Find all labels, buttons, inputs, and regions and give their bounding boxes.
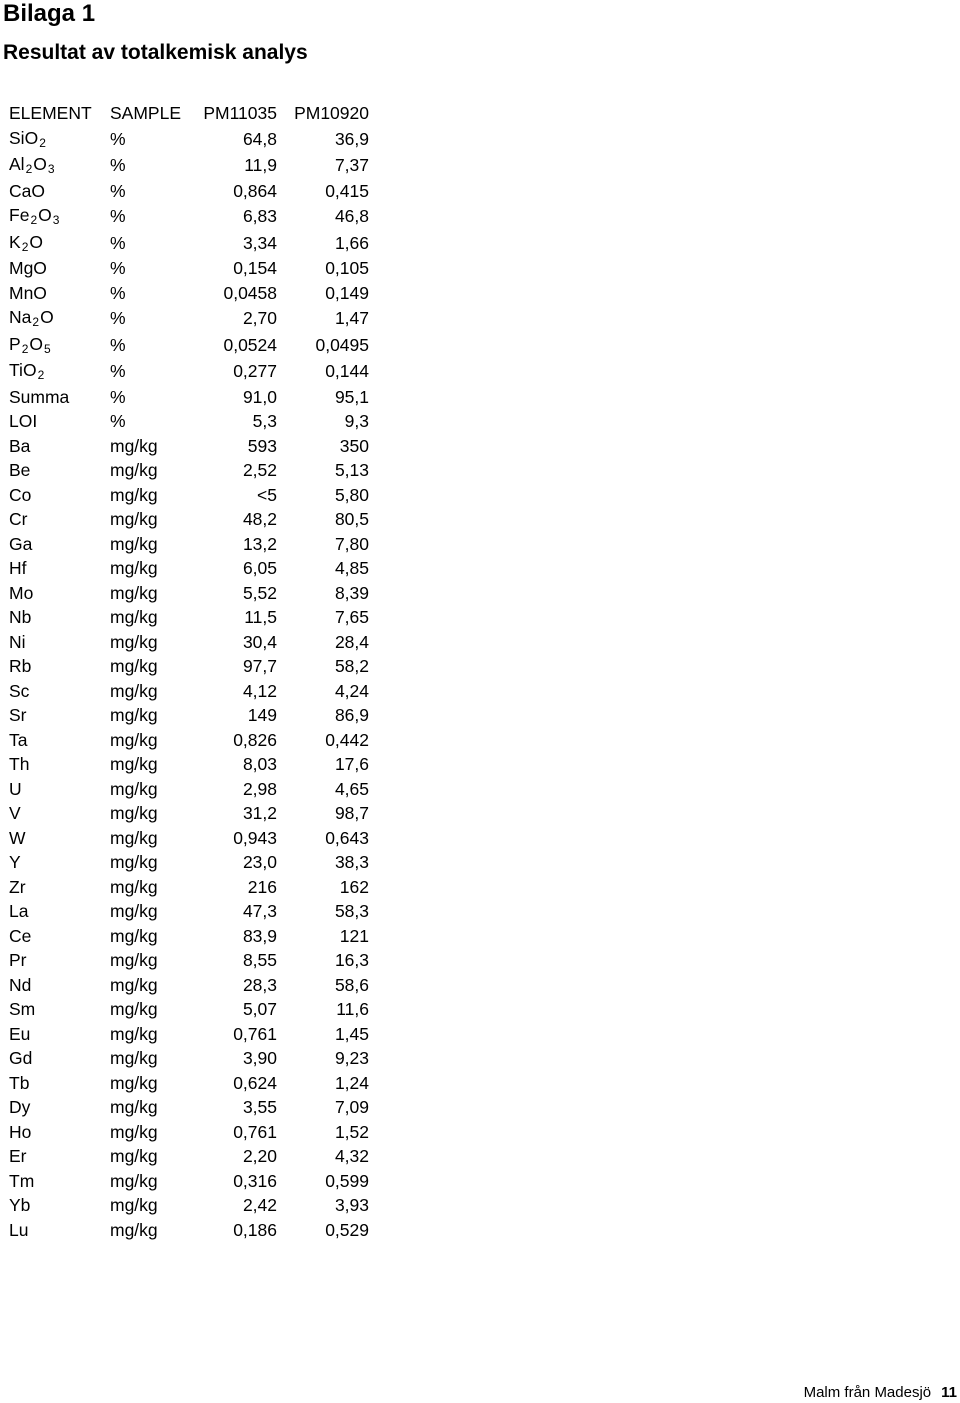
pm11035-value: 6,83 xyxy=(242,206,277,226)
element-cell xyxy=(9,1046,110,1071)
element-symbol: K xyxy=(9,231,21,252)
table-row xyxy=(9,752,369,777)
pm10920-value: 4,85 xyxy=(334,558,369,578)
unit-cell: % xyxy=(110,308,126,328)
pm10920-value: 28,4 xyxy=(334,631,369,652)
table-row xyxy=(9,230,369,257)
element-cell xyxy=(9,973,110,998)
element-cell xyxy=(9,179,110,204)
unit-cell: % xyxy=(110,282,126,303)
unit-cell: % xyxy=(110,386,126,407)
header-pm11035: PM11035 xyxy=(203,103,277,123)
pm11035-value: 11,5 xyxy=(244,607,277,627)
element-cell xyxy=(9,1218,110,1243)
pm10920-value: 0,144 xyxy=(325,361,369,381)
unit-cell: mg/kg xyxy=(110,974,158,995)
table-row xyxy=(9,434,369,459)
pm10920-value: 38,3 xyxy=(334,852,369,872)
element-symbol: Sm xyxy=(9,999,36,1019)
header-element: ELEMENT xyxy=(9,103,92,123)
element-cell xyxy=(9,777,110,802)
element-symbol: Zr xyxy=(9,876,26,897)
element-symbol: Al xyxy=(9,154,25,174)
element-cell xyxy=(9,305,110,332)
unit-cell: mg/kg xyxy=(110,558,158,578)
pm11035-value: 149 xyxy=(247,705,277,725)
pm11035-value: 30,4 xyxy=(242,631,277,652)
element-cell xyxy=(9,630,110,655)
element-symbol: Ta xyxy=(9,729,28,750)
pm11035-value: 5,3 xyxy=(252,411,277,431)
element-symbol: Yb xyxy=(9,1195,31,1215)
pm10920-value: 36,9 xyxy=(334,128,369,149)
pm10920-value: 350 xyxy=(339,435,369,456)
element-symbol: Tb xyxy=(9,1072,30,1093)
element-symbol: Mo xyxy=(9,582,34,603)
pm10920-value: 1,47 xyxy=(334,308,369,328)
pm10920-value: 1,24 xyxy=(334,1072,369,1093)
element-symbol: Dy xyxy=(9,1097,31,1117)
unit-cell: mg/kg xyxy=(110,1121,158,1142)
pm11035-value: 47,3 xyxy=(242,901,277,921)
pm10920-value: 4,65 xyxy=(334,778,369,799)
element-cell xyxy=(9,801,110,826)
unit-cell: mg/kg xyxy=(110,852,158,872)
pm11035-value: 2,42 xyxy=(242,1195,277,1215)
element-symbol: Lu xyxy=(9,1219,29,1240)
pm10920-value: 7,37 xyxy=(334,155,369,175)
element-cell xyxy=(9,752,110,777)
table-row xyxy=(9,899,369,924)
pm10920-value: 121 xyxy=(339,925,369,946)
element-subscript: 3 xyxy=(52,213,60,227)
element-symbol: U xyxy=(9,778,22,799)
unit-cell: mg/kg xyxy=(110,950,158,970)
element-cell xyxy=(9,434,110,459)
element-symbol: Summa xyxy=(9,386,70,407)
element-subscript: 5 xyxy=(44,341,51,356)
unit-cell: % xyxy=(110,206,126,226)
table-row xyxy=(9,948,369,973)
pm10920-value: 3,93 xyxy=(334,1195,369,1215)
element-cell xyxy=(9,924,110,949)
table-body xyxy=(9,126,369,1243)
unit-cell: mg/kg xyxy=(110,509,158,529)
table-row xyxy=(9,875,369,900)
element-symbol: Ho xyxy=(9,1121,32,1142)
table-row xyxy=(9,358,369,385)
element-symbol: Eu xyxy=(9,1023,31,1044)
pm11035-value: 31,2 xyxy=(242,803,277,823)
element-symbol: O xyxy=(40,307,54,327)
element-symbol: O xyxy=(33,154,47,174)
unit-cell: mg/kg xyxy=(110,460,158,480)
element-symbol: La xyxy=(9,901,29,921)
unit-cell: mg/kg xyxy=(110,631,158,652)
pm11035-value: 4,12 xyxy=(242,680,277,701)
pm10920-value: 58,3 xyxy=(334,901,369,921)
pm10920-value: 0,442 xyxy=(325,729,369,750)
unit-cell: mg/kg xyxy=(110,680,158,701)
unit-cell: mg/kg xyxy=(110,827,158,848)
pm10920-value: 0,529 xyxy=(325,1219,369,1240)
table-row xyxy=(9,256,369,281)
pm11035-value: 83,9 xyxy=(242,925,277,946)
unit-cell: mg/kg xyxy=(110,656,158,676)
element-symbol: Ce xyxy=(9,925,32,946)
element-symbol: LOI xyxy=(9,411,38,431)
element-cell xyxy=(9,1120,110,1145)
element-symbol: Sc xyxy=(9,680,30,701)
element-symbol: O xyxy=(38,205,52,225)
element-symbol: Sr xyxy=(9,705,27,725)
element-subscript: 2 xyxy=(30,213,38,227)
pm10920-value: 58,2 xyxy=(334,656,369,676)
table-row xyxy=(9,179,369,204)
table-row xyxy=(9,728,369,753)
table-row xyxy=(9,1193,369,1218)
element-symbol: Fe xyxy=(9,205,30,225)
pm10920-value: 7,80 xyxy=(334,533,369,554)
element-cell xyxy=(9,1169,110,1194)
table-row xyxy=(9,1022,369,1047)
pm10920-value: 7,09 xyxy=(334,1097,369,1117)
unit-cell: mg/kg xyxy=(110,1072,158,1093)
pm11035-value: 13,2 xyxy=(242,533,277,554)
table-row xyxy=(9,1071,369,1096)
table-row xyxy=(9,507,369,532)
table-row xyxy=(9,126,369,153)
element-cell xyxy=(9,358,110,385)
unit-cell: mg/kg xyxy=(110,484,158,505)
pm10920-value: 58,6 xyxy=(334,974,369,995)
element-symbol: Nb xyxy=(9,607,32,627)
pm11035-value: 5,52 xyxy=(242,582,277,603)
pm10920-value: 8,39 xyxy=(334,582,369,603)
element-symbol: Co xyxy=(9,484,32,505)
table-row xyxy=(9,152,369,179)
element-cell xyxy=(9,679,110,704)
table-row xyxy=(9,556,369,581)
element-subscript: 3 xyxy=(47,162,55,176)
table-row xyxy=(9,777,369,802)
pm11035-value: 64,8 xyxy=(242,128,277,149)
table-row xyxy=(9,385,369,410)
pm10920-value: 9,23 xyxy=(334,1048,369,1068)
element-symbol: Na xyxy=(9,307,32,327)
table-row xyxy=(9,458,369,483)
pm11035-value: 0,864 xyxy=(233,180,277,201)
pm10920-value: 0,599 xyxy=(325,1170,369,1191)
pm10920-value: 17,6 xyxy=(334,754,369,774)
unit-cell: mg/kg xyxy=(110,1219,158,1240)
results-table xyxy=(9,101,369,1242)
element-cell xyxy=(9,1071,110,1096)
element-symbol: CaO xyxy=(9,180,45,201)
element-symbol: MnO xyxy=(9,282,47,303)
unit-cell: mg/kg xyxy=(110,803,158,823)
element-cell xyxy=(9,1193,110,1218)
pm11035-value: 0,316 xyxy=(233,1170,277,1191)
table-header-row xyxy=(9,101,369,126)
element-symbol: Rb xyxy=(9,656,32,676)
element-symbol: MgO xyxy=(9,258,47,278)
table-row xyxy=(9,409,369,434)
table-row xyxy=(9,305,369,332)
pm11035-value: 0,761 xyxy=(233,1023,277,1044)
unit-cell: % xyxy=(110,411,126,431)
pm11035-value: 593 xyxy=(247,435,277,456)
pm10920-value: 7,65 xyxy=(334,607,369,627)
element-symbol: Tm xyxy=(9,1170,35,1191)
element-symbol: V xyxy=(9,803,21,823)
element-subscript: 2 xyxy=(37,368,45,382)
table-row xyxy=(9,630,369,655)
element-symbol: O xyxy=(22,360,37,380)
pm10920-value: 4,24 xyxy=(334,680,369,701)
table-row xyxy=(9,1144,369,1169)
element-cell xyxy=(9,875,110,900)
unit-cell: mg/kg xyxy=(110,1146,158,1166)
element-cell xyxy=(9,532,110,557)
pm10920-value: 0,0495 xyxy=(315,334,369,355)
unit-cell: % xyxy=(110,232,126,253)
element-symbol: W xyxy=(9,827,26,848)
element-symbol: P xyxy=(9,333,21,354)
element-symbol: Hf xyxy=(9,558,27,578)
pm10920-value: 5,13 xyxy=(334,460,369,480)
table-row xyxy=(9,654,369,679)
pm11035-value: 8,55 xyxy=(242,950,277,970)
unit-cell: mg/kg xyxy=(110,901,158,921)
pm10920-value: 1,66 xyxy=(334,232,369,253)
table-row xyxy=(9,997,369,1022)
pm11035-value: 0,0524 xyxy=(223,334,277,355)
unit-cell: mg/kg xyxy=(110,729,158,750)
element-cell xyxy=(9,507,110,532)
element-cell xyxy=(9,826,110,851)
table-row xyxy=(9,1120,369,1145)
pm11035-value: 91,0 xyxy=(242,386,277,407)
unit-cell: mg/kg xyxy=(110,1097,158,1117)
pm11035-value: 0,624 xyxy=(233,1072,277,1093)
element-symbol: O xyxy=(29,231,43,252)
element-cell xyxy=(9,581,110,606)
element-subscript: 2 xyxy=(21,341,29,356)
pm10920-value: 1,45 xyxy=(334,1023,369,1044)
pm10920-value: 86,9 xyxy=(334,705,369,725)
element-symbol: Nd xyxy=(9,974,32,995)
unit-cell: mg/kg xyxy=(110,1023,158,1044)
element-cell xyxy=(9,126,110,153)
table-row xyxy=(9,850,369,875)
table-row xyxy=(9,703,369,728)
element-cell xyxy=(9,948,110,973)
unit-cell: % xyxy=(110,361,126,381)
pm10920-value: 0,415 xyxy=(325,180,369,201)
header-sample: SAMPLE xyxy=(110,103,181,123)
unit-cell: mg/kg xyxy=(110,778,158,799)
table-row xyxy=(9,973,369,998)
pm10920-value: 0,149 xyxy=(325,282,369,303)
table-row xyxy=(9,1218,369,1243)
pm10920-value: 98,7 xyxy=(334,803,369,823)
pm10920-value: 0,643 xyxy=(325,827,369,848)
table-row xyxy=(9,924,369,949)
pm11035-value: 0,277 xyxy=(233,361,277,381)
pm10920-value: 80,5 xyxy=(334,509,369,529)
pm11035-value: 3,90 xyxy=(242,1048,277,1068)
footer-page-number: 11 xyxy=(941,1384,957,1401)
unit-cell: mg/kg xyxy=(110,533,158,554)
unit-cell: % xyxy=(110,128,126,149)
pm10920-value: 4,32 xyxy=(334,1146,369,1166)
unit-cell: mg/kg xyxy=(110,435,158,456)
page-title: Bilaga 1 xyxy=(3,0,96,27)
unit-cell: % xyxy=(110,180,126,201)
table-row xyxy=(9,203,369,230)
pm11035-value: 48,2 xyxy=(242,509,277,529)
pm10920-value: 46,8 xyxy=(334,206,369,226)
table-row xyxy=(9,332,369,359)
element-cell xyxy=(9,1022,110,1047)
element-symbol: Y xyxy=(9,852,21,872)
element-symbol: Er xyxy=(9,1146,27,1166)
pm11035-value: 0,0458 xyxy=(223,282,277,303)
pm11035-value: 97,7 xyxy=(242,656,277,676)
table-row xyxy=(9,1095,369,1120)
element-symbol: O xyxy=(24,127,39,148)
element-symbol: Gd xyxy=(9,1048,33,1068)
table-row xyxy=(9,826,369,851)
pm10920-value: 95,1 xyxy=(334,386,369,407)
pm11035-value: 23,0 xyxy=(242,852,277,872)
element-subscript: 2 xyxy=(21,239,29,254)
table-row xyxy=(9,532,369,557)
unit-cell: mg/kg xyxy=(110,754,158,774)
unit-cell: mg/kg xyxy=(110,705,158,725)
footer-publication: Malm från Madesjö xyxy=(803,1384,932,1401)
element-symbol: Ti xyxy=(9,360,23,380)
pm11035-value: 3,34 xyxy=(242,232,277,253)
element-cell xyxy=(9,409,110,434)
unit-cell: % xyxy=(110,258,126,278)
unit-cell: mg/kg xyxy=(110,582,158,603)
unit-cell: mg/kg xyxy=(110,925,158,946)
element-cell xyxy=(9,850,110,875)
pm11035-value: 6,05 xyxy=(242,558,277,578)
unit-cell: mg/kg xyxy=(110,607,158,627)
unit-cell: mg/kg xyxy=(110,876,158,897)
element-symbol: Ga xyxy=(9,533,33,554)
element-cell xyxy=(9,256,110,281)
element-symbol: Si xyxy=(9,127,25,148)
element-symbol: Cr xyxy=(9,509,28,529)
unit-cell: % xyxy=(110,334,126,355)
element-cell xyxy=(9,899,110,924)
pm11035-value: 2,70 xyxy=(242,308,277,328)
table-row xyxy=(9,679,369,704)
element-symbol: Ba xyxy=(9,435,31,456)
element-symbol: Ni xyxy=(9,631,26,652)
page-footer xyxy=(804,1383,957,1403)
element-cell xyxy=(9,281,110,306)
element-cell xyxy=(9,1095,110,1120)
pm11035-value: 3,55 xyxy=(242,1097,277,1117)
element-cell xyxy=(9,483,110,508)
element-subscript: 2 xyxy=(32,315,40,329)
element-symbol: Pr xyxy=(9,950,27,970)
table-row xyxy=(9,581,369,606)
element-cell xyxy=(9,1144,110,1169)
element-cell xyxy=(9,997,110,1022)
element-cell xyxy=(9,203,110,230)
table-row xyxy=(9,801,369,826)
element-cell xyxy=(9,332,110,359)
element-symbol: Th xyxy=(9,754,30,774)
pm11035-value: 2,98 xyxy=(242,778,277,799)
pm11035-value: <5 xyxy=(257,484,277,505)
unit-cell: mg/kg xyxy=(110,999,158,1019)
pm11035-value: 0,826 xyxy=(233,729,277,750)
pm11035-value: 2,52 xyxy=(242,460,277,480)
pm10920-value: 5,80 xyxy=(334,484,369,505)
element-cell xyxy=(9,458,110,483)
element-cell xyxy=(9,230,110,257)
element-subscript: 2 xyxy=(39,135,46,150)
pm10920-value: 162 xyxy=(339,876,369,897)
pm11035-value: 0,761 xyxy=(233,1121,277,1142)
element-symbol: Be xyxy=(9,460,31,480)
element-cell xyxy=(9,654,110,679)
pm11035-value: 216 xyxy=(247,876,277,897)
element-symbol: O xyxy=(29,333,43,354)
pm10920-value: 0,105 xyxy=(325,258,369,278)
element-cell xyxy=(9,152,110,179)
pm11035-value: 8,03 xyxy=(242,754,277,774)
unit-cell: mg/kg xyxy=(110,1195,158,1215)
element-subscript: 2 xyxy=(25,162,33,176)
unit-cell: % xyxy=(110,155,126,175)
table-row xyxy=(9,1169,369,1194)
pm11035-value: 0,943 xyxy=(233,827,277,848)
pm10920-value: 16,3 xyxy=(334,950,369,970)
pm11035-value: 2,20 xyxy=(242,1146,277,1166)
table-row xyxy=(9,483,369,508)
pm11035-value: 0,186 xyxy=(233,1219,277,1240)
element-cell xyxy=(9,728,110,753)
pm10920-value: 11,6 xyxy=(336,999,369,1019)
pm11035-value: 11,9 xyxy=(244,155,277,175)
page-subtitle: Resultat av totalkemisk analys xyxy=(3,41,308,64)
table-row xyxy=(9,605,369,630)
pm10920-value: 1,52 xyxy=(334,1121,369,1142)
element-cell xyxy=(9,385,110,410)
table-row xyxy=(9,281,369,306)
pm11035-value: 0,154 xyxy=(233,258,277,278)
pm11035-value: 5,07 xyxy=(242,999,277,1019)
pm10920-value: 9,3 xyxy=(344,411,369,431)
element-cell xyxy=(9,605,110,630)
table-row xyxy=(9,1046,369,1071)
pm11035-value: 28,3 xyxy=(242,974,277,995)
element-cell xyxy=(9,703,110,728)
element-cell xyxy=(9,556,110,581)
unit-cell: mg/kg xyxy=(110,1048,158,1068)
unit-cell: mg/kg xyxy=(110,1170,158,1191)
header-pm10920: PM10920 xyxy=(294,103,369,123)
